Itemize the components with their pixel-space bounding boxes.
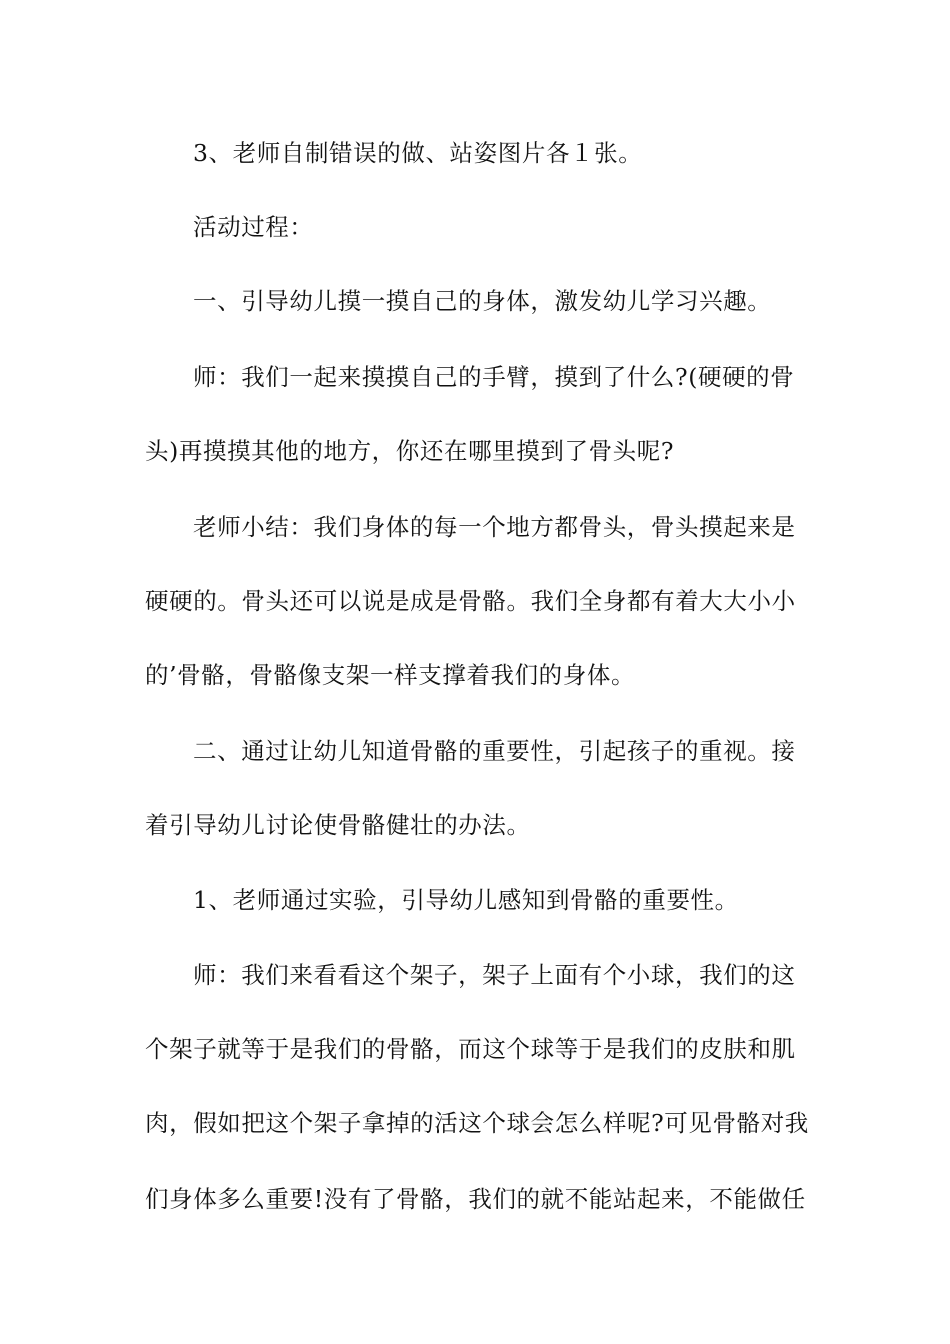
text-line: 1、老师通过实验，引导幼儿感知到骨骼的重要性。	[193, 886, 739, 914]
text-line: 二、通过让幼儿知道骨骼的重要性，引起孩子的重视。接	[193, 737, 796, 765]
text-line: 老师小结：我们身体的每一个地方都骨头，骨头摸起来是	[193, 513, 796, 541]
text-line: 肉，假如把这个架子拿掉的活这个球会怎么样呢?可见骨骼对我	[145, 1109, 809, 1137]
text-line: 个架子就等于是我们的骨骼，而这个球等于是我们的皮肤和肌	[145, 1035, 796, 1063]
text-line: 们身体多么重要!没有了骨骼，我们的就不能站起来，不能做任	[145, 1185, 806, 1213]
text-line: 活动过程：	[193, 213, 314, 241]
text-line: 硬硬的。骨头还可以说是成是骨骼。我们全身都有着大大小小	[145, 587, 796, 615]
text-line: 的’骨骼，骨骼像支架一样支撑着我们的身体。	[145, 661, 636, 689]
text-line: 师：我们来看看这个架子，架子上面有个小球，我们的这	[193, 961, 796, 989]
text-line: 头)再摸摸其他的地方，你还在哪里摸到了骨头呢?	[145, 437, 675, 465]
text-line: 3、老师自制错误的做、站姿图片各１张。	[193, 139, 643, 167]
text-line: 一、引导幼儿摸一摸自己的身体，激发幼儿学习兴趣。	[193, 287, 772, 315]
text-line: 着引导幼儿讨论使骨骼健壮的办法。	[145, 811, 531, 839]
text-line: 师：我们一起来摸摸自己的手臂，摸到了什么?(硬硬的骨	[193, 363, 795, 391]
